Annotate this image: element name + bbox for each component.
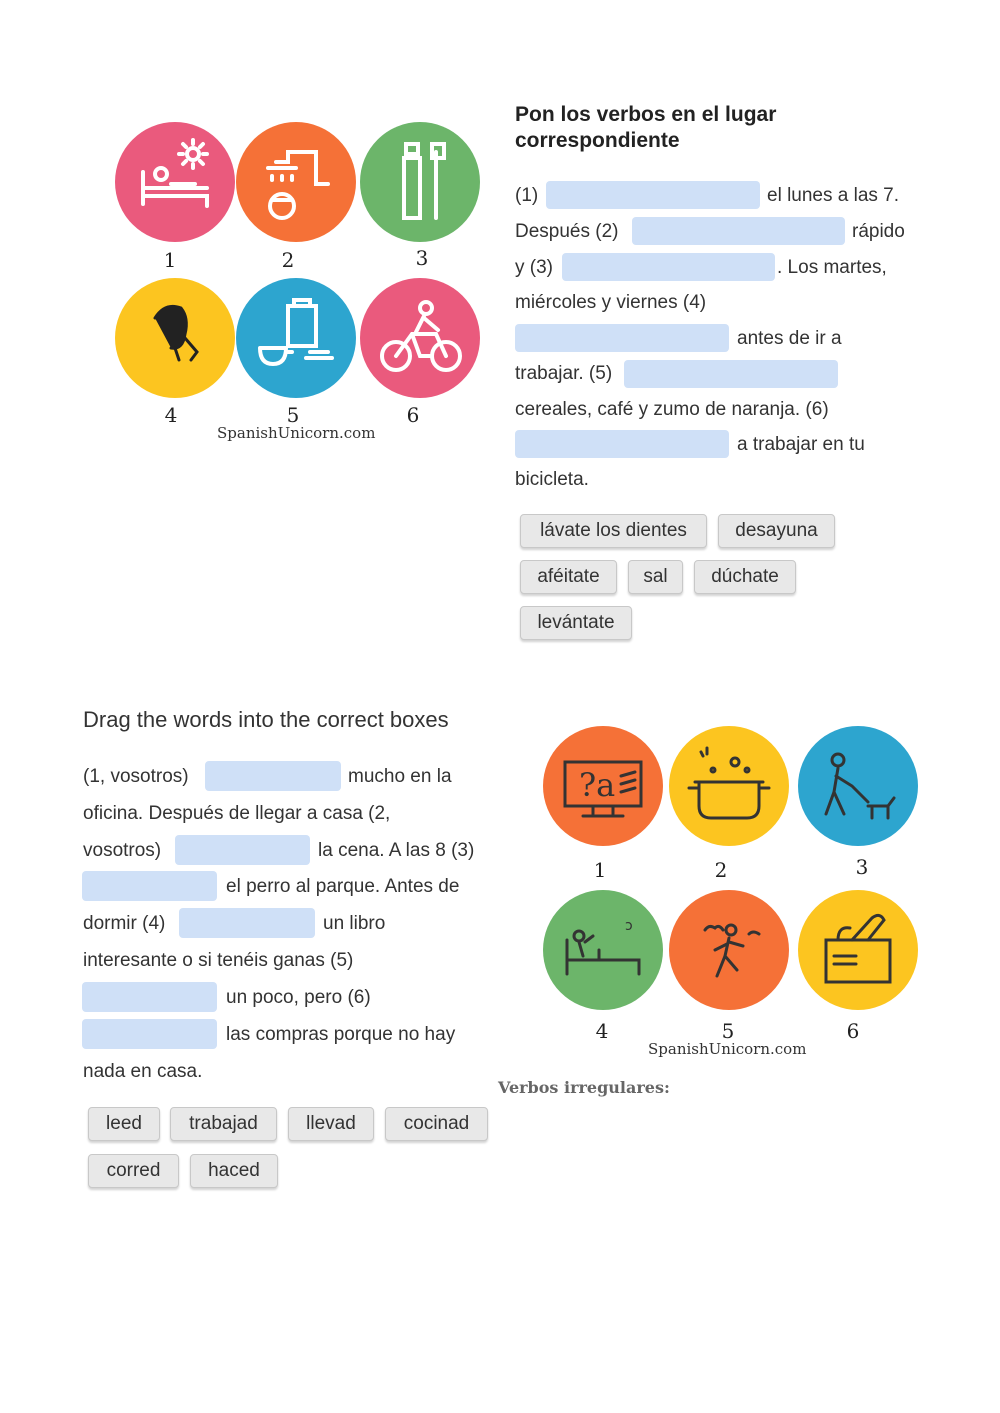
ex1-text-8: a trabajar en tu bbox=[737, 434, 865, 455]
ex1-text-9: bicicleta. bbox=[515, 469, 589, 490]
circle-6b bbox=[798, 890, 918, 1010]
cyclist-icon bbox=[360, 278, 480, 398]
circle-5b bbox=[669, 890, 789, 1010]
breakfast-icon bbox=[236, 278, 356, 398]
number-1: 1 bbox=[163, 248, 177, 272]
svg-text:?a: ?a bbox=[579, 766, 616, 804]
dog-walk-icon bbox=[798, 726, 918, 846]
exercise2-title: Drag the words into the correct boxes bbox=[83, 707, 449, 732]
number-6b: 6 bbox=[846, 1019, 860, 1043]
word-chip-cocinad[interactable]: cocinad bbox=[385, 1107, 488, 1141]
ex1-text-3a: y (3) bbox=[515, 257, 553, 278]
number-4: 4 bbox=[164, 403, 178, 427]
ex1-text-4: miércoles y viernes (4) bbox=[515, 292, 707, 313]
word-chip-leed[interactable]: leed bbox=[88, 1107, 160, 1141]
word-chip-lavate-los-dientes[interactable]: lávate los dientes bbox=[520, 514, 707, 548]
number-3: 3 bbox=[415, 246, 429, 270]
ex1-drop-box-4[interactable] bbox=[515, 324, 729, 352]
word-chip-desayuna[interactable]: desayuna bbox=[718, 514, 835, 548]
circle-1 bbox=[115, 122, 235, 242]
ex1-drop-box-5[interactable] bbox=[624, 360, 838, 388]
circle-2b bbox=[669, 726, 789, 846]
ex2-drop-box-2[interactable] bbox=[175, 835, 310, 865]
word-chip-levantate[interactable]: levántate bbox=[520, 606, 632, 640]
ex2-text-1b: mucho en la bbox=[348, 766, 452, 787]
circle-1b bbox=[543, 726, 663, 846]
circle-3 bbox=[360, 122, 480, 242]
ex1-drop-box-3[interactable] bbox=[562, 253, 775, 281]
number-1b: 1 bbox=[593, 858, 607, 882]
ex1-text-7: cereales, café y zumo de naranja. (6) bbox=[515, 399, 829, 420]
ex2-text-6: interesante o si tenéis ganas (5) bbox=[83, 950, 354, 971]
number-6: 6 bbox=[406, 403, 420, 427]
shopping-bag-icon bbox=[798, 890, 918, 1010]
word-chip-corred[interactable]: corred bbox=[88, 1154, 179, 1188]
ex2-text-8: las compras porque no hay bbox=[226, 1024, 456, 1045]
number-2b: 2 bbox=[714, 858, 728, 882]
circle-4 bbox=[115, 278, 235, 398]
ex2-text-3b: la cena. A las 8 (3) bbox=[318, 840, 475, 861]
ex2-text-4: el perro al parque. Antes de bbox=[226, 876, 460, 897]
ex2-drop-box-4[interactable] bbox=[179, 908, 315, 938]
ex2-drop-box-1[interactable] bbox=[205, 761, 341, 791]
ex2-text-9: nada en casa. bbox=[83, 1061, 203, 1082]
circle-3b bbox=[798, 726, 918, 846]
bed-sun-icon bbox=[115, 122, 235, 242]
ex2-text-2: oficina. Después de llegar a casa (2, bbox=[83, 803, 391, 824]
number-4b: 4 bbox=[595, 1019, 609, 1043]
ex1-drop-box-1[interactable] bbox=[546, 181, 760, 209]
ex1-text-3b: . Los martes, bbox=[777, 257, 887, 278]
image-credit: SpanishUnicorn.com bbox=[217, 424, 376, 442]
ex1-drop-box-2[interactable] bbox=[632, 217, 845, 245]
word-chip-sal[interactable]: sal bbox=[628, 560, 683, 594]
number-5: 5 bbox=[286, 403, 300, 427]
ex1-text-2b: rápido bbox=[852, 221, 905, 242]
toothpaste-toothbrush-icon bbox=[360, 122, 480, 242]
reading-bed-icon bbox=[543, 890, 663, 1010]
circle-6 bbox=[360, 278, 480, 398]
shaving-icon bbox=[115, 278, 235, 398]
ex2-drop-box-5[interactable] bbox=[82, 982, 217, 1012]
number-3b: 3 bbox=[855, 855, 869, 879]
exercise1-title: Pon los verbos en el lugar correspondiente bbox=[515, 103, 777, 152]
circle-2 bbox=[236, 122, 356, 242]
svg-text:ↄ: ↄ bbox=[625, 918, 633, 934]
ex2-text-5b: un libro bbox=[323, 913, 386, 934]
ex2-text-1a: (1, vosotros) bbox=[83, 766, 189, 787]
circle-4b bbox=[543, 890, 663, 1010]
circle-5 bbox=[236, 278, 356, 398]
ex2-text-5a: dormir (4) bbox=[83, 913, 166, 934]
ex1-text-1a: (1) bbox=[515, 185, 539, 206]
ex2-text-3a: vosotros) bbox=[83, 840, 162, 861]
cooking-pot-icon bbox=[669, 726, 789, 846]
word-chip-trabajad[interactable]: trabajad bbox=[170, 1107, 277, 1141]
shower-icon bbox=[236, 122, 356, 242]
tv-study-icon bbox=[543, 726, 663, 846]
word-chip-haced[interactable]: haced bbox=[190, 1154, 278, 1188]
irregular-verbs-label: Verbos irregulares: bbox=[498, 1078, 670, 1097]
ex1-text-2a: Después (2) bbox=[515, 221, 619, 242]
word-chip-duchate[interactable]: dúchate bbox=[694, 560, 796, 594]
ex1-text-5: antes de ir a bbox=[737, 328, 842, 349]
number-5b: 5 bbox=[721, 1019, 735, 1043]
ex2-text-7: un poco, pero (6) bbox=[226, 987, 371, 1008]
ex1-text-1b: el lunes a las 7. bbox=[767, 185, 900, 206]
word-chip-llevad[interactable]: llevad bbox=[288, 1107, 374, 1141]
number-2: 2 bbox=[281, 248, 295, 272]
ex2-drop-box-6[interactable] bbox=[82, 1019, 217, 1049]
running-icon bbox=[669, 890, 789, 1010]
image-credit-2: SpanishUnicorn.com bbox=[648, 1040, 807, 1058]
ex2-drop-box-3[interactable] bbox=[82, 871, 217, 901]
ex1-text-6: trabajar. (5) bbox=[515, 363, 613, 384]
ex1-drop-box-6[interactable] bbox=[515, 430, 729, 458]
word-chip-afeitate[interactable]: aféitate bbox=[520, 560, 617, 594]
